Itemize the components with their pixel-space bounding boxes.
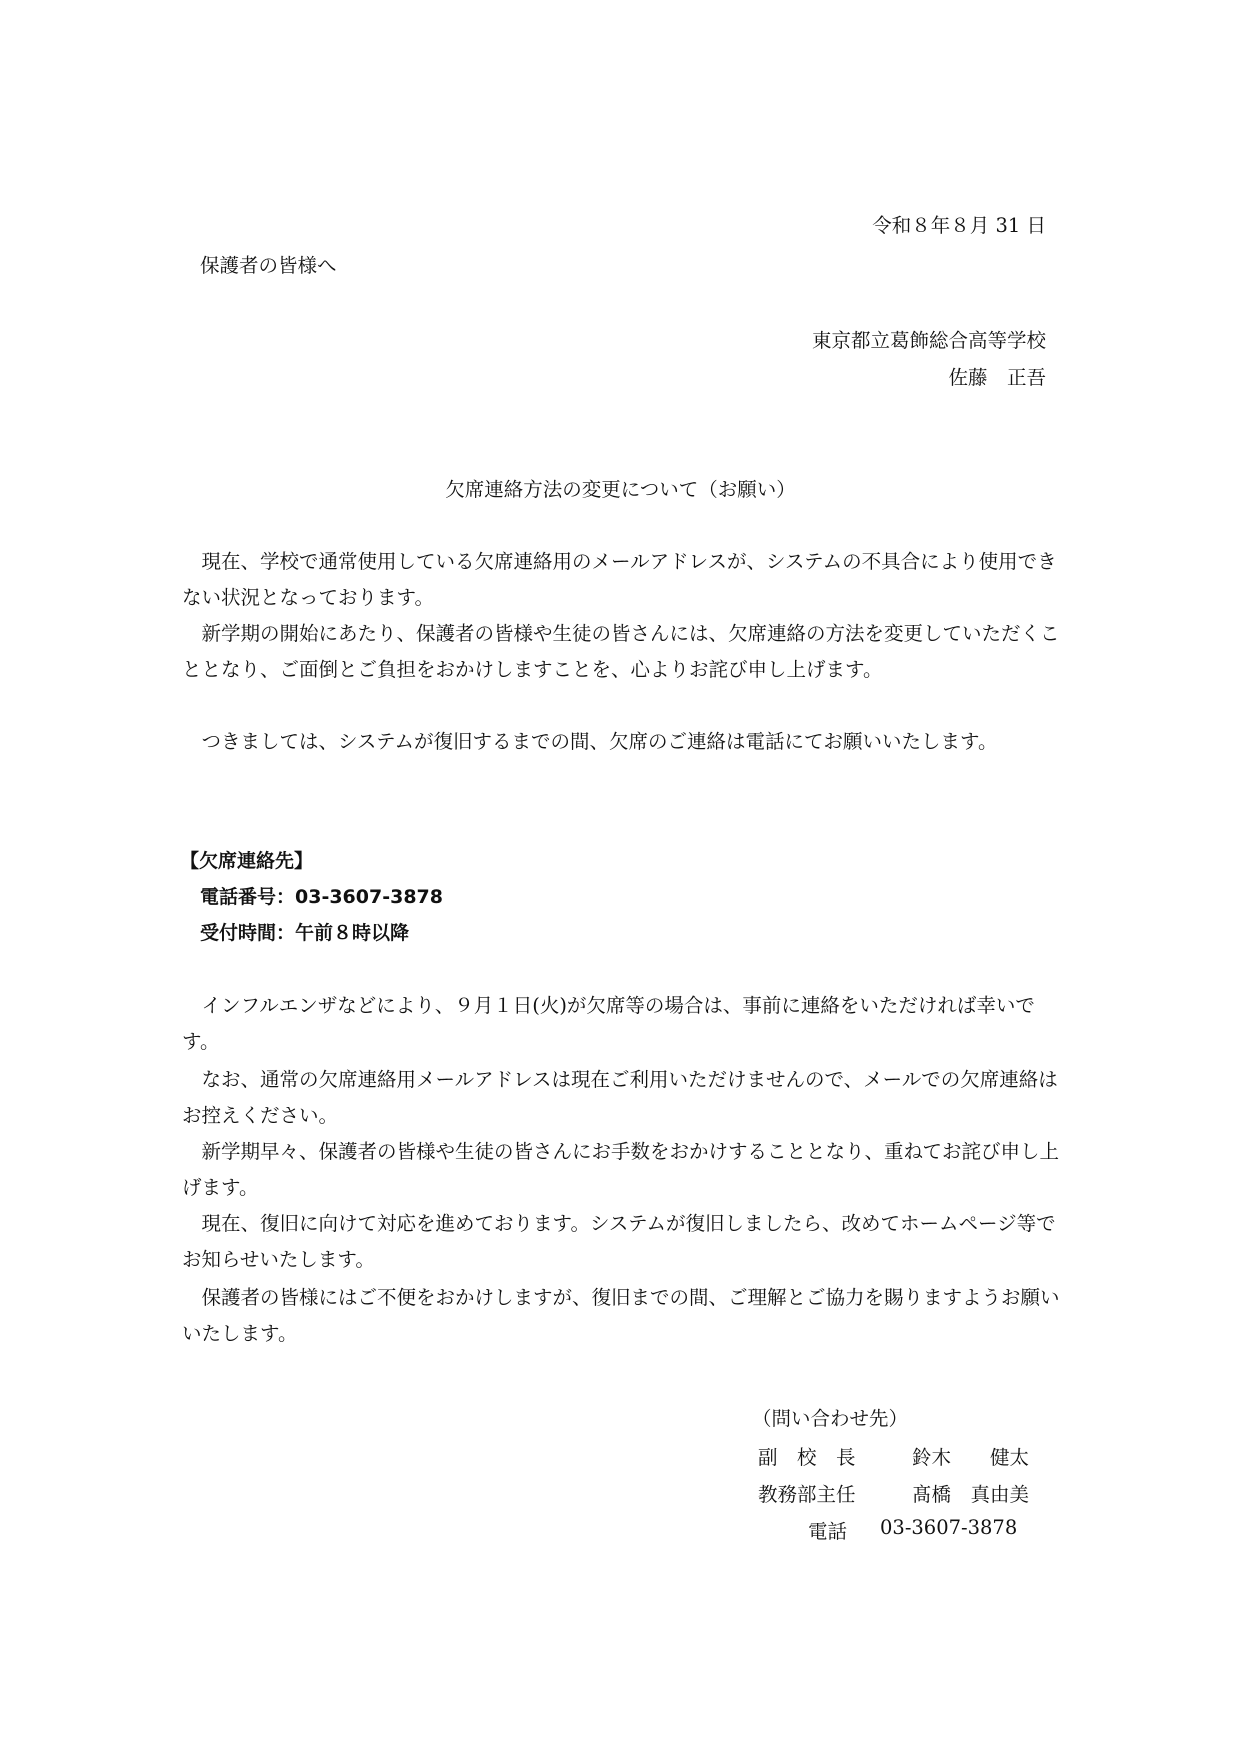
inquiry-phone-label: 電話 [808, 1520, 848, 1543]
document-title: 欠席連絡方法の変更について（お願い） [445, 478, 796, 501]
body-paragraph: 現在、学校で通常使用している欠席連絡用のメールアドレスが、システムの不具合により使用できない状況となっております。 [182, 550, 1057, 609]
contact-role: 教務部主任 [758, 1483, 856, 1506]
body-paragraph: インフルエンザなどにより、９月１日(火)が欠席等の場合は、事前に連絡をいただければ幸いです。 [182, 994, 1035, 1053]
contact-role: 副 校 長 [758, 1446, 856, 1469]
absence-contact-heading: 【欠席連絡先】 [180, 850, 314, 872]
contact-name: 鈴木 健太 [912, 1446, 1030, 1469]
absence-contact-hours: 受付時間：午前８時以降 [200, 922, 410, 944]
absence-contact-phone: 電話番号：03-3607-3878 [200, 886, 443, 908]
sender-name: 佐藤 正吾 [948, 366, 1046, 389]
body-paragraph: つきましては、システムが復旧するまでの間、欠席のご連絡は電話にてお願いいたします。 [201, 730, 998, 753]
inquiry-heading: （問い合わせ先） [752, 1407, 909, 1430]
body-paragraph: 新学期早々、保護者の皆様や生徒の皆さんにお手数をおかけすることとなり、重ねてお詫び申し上げます。 [182, 1140, 1060, 1199]
body-paragraph: 新学期の開始にあたり、保護者の皆様や生徒の皆さんには、欠席連絡の方法を変更していただくこととなり、ご面倒とご負担をおかけしますことを、心よりお詫び申し上げます。 [182, 622, 1060, 681]
body-paragraph: なお、通常の欠席連絡用メールアドレスは現在ご利用いただけませんので、メールでの欠席連絡はお控えください。 [182, 1068, 1058, 1127]
sender-school: 東京都立葛飾総合高等学校 [811, 329, 1046, 352]
recipient: 保護者の皆様へ [200, 254, 337, 277]
date: 令和８年８月 31 日 [872, 214, 1046, 237]
inquiry-phone: 03-3607-3878 [880, 1516, 1018, 1539]
contact-name: 髙橋 真由美 [912, 1483, 1030, 1506]
body-paragraph: 保護者の皆様にはご不便をおかけしますが、復旧までの間、ご理解とご協力を賜りますようお願いいたします。 [182, 1286, 1060, 1345]
body-paragraph: 現在、復旧に向けて対応を進めております。システムが復旧しましたら、改めてホームページ等でお知らせいたします。 [182, 1212, 1056, 1271]
